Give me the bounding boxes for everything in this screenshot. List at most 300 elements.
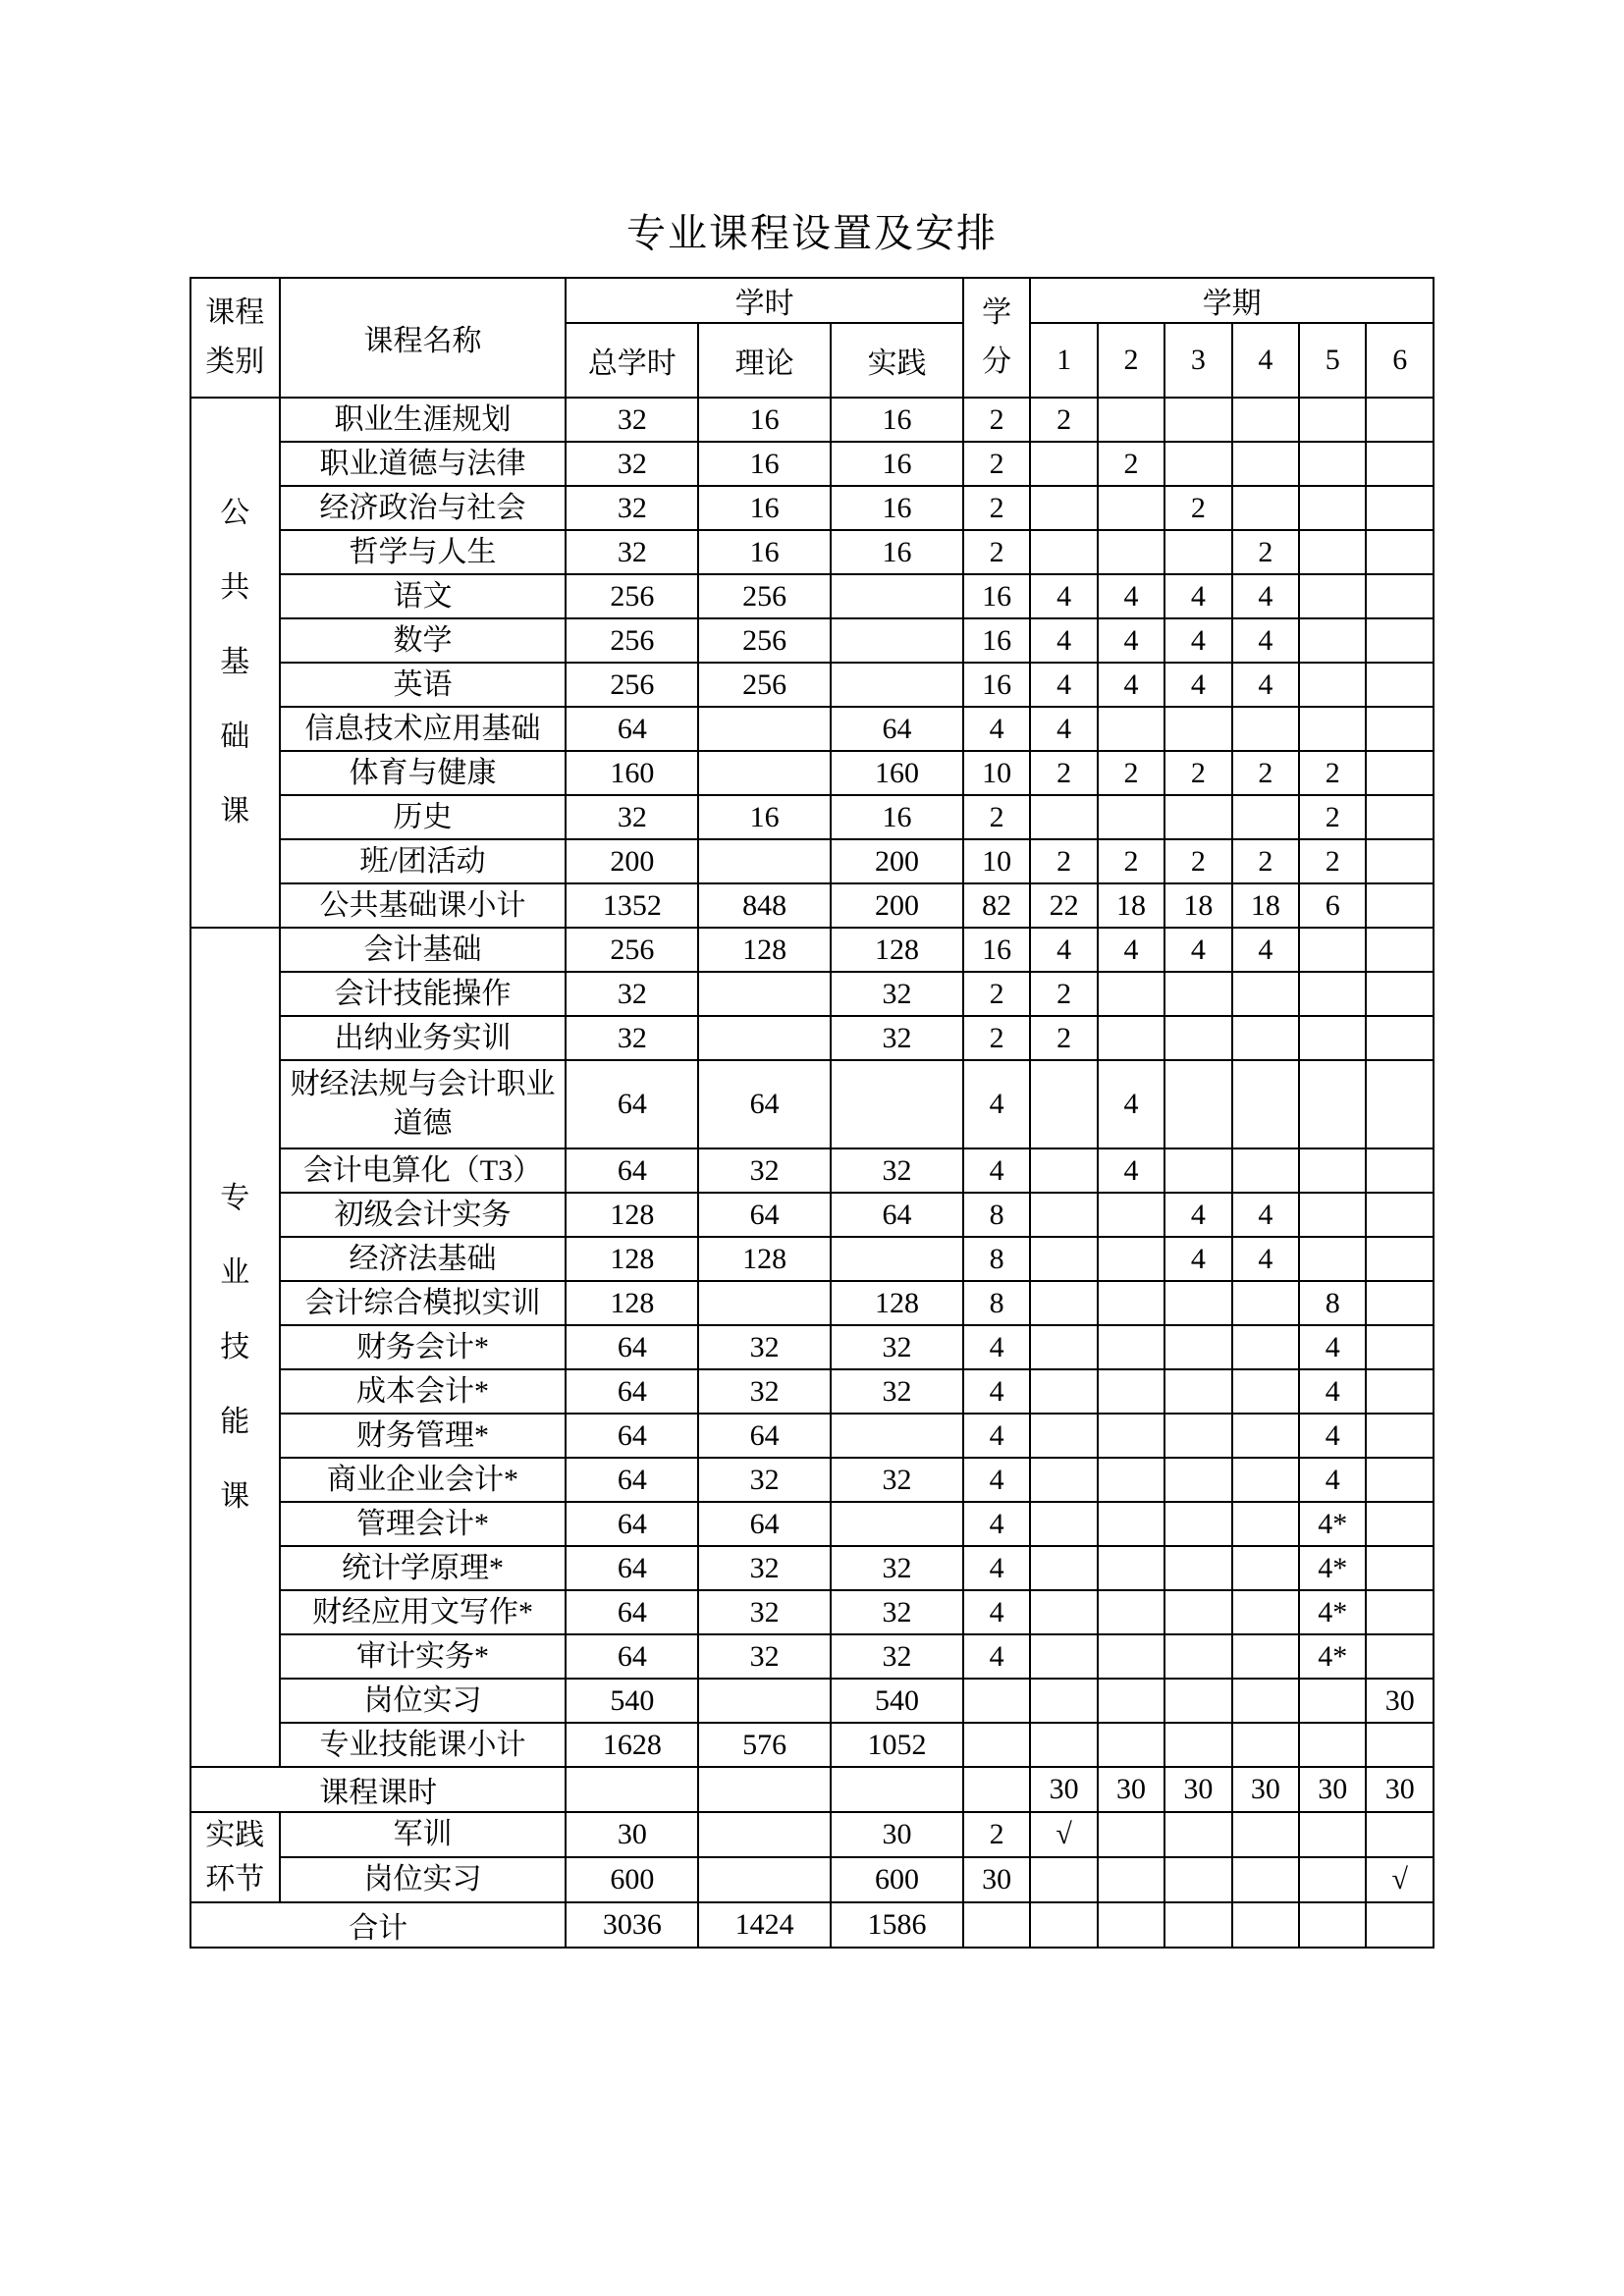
theory-hours-cell: 16 [698,442,831,486]
table-row [190,1414,1434,1458]
semester-6-cell [1366,1148,1434,1193]
semester-4-cell [1232,1148,1299,1193]
semester-2-cell [1098,1458,1164,1502]
credits-cell: 2 [963,972,1030,1016]
total-hours-cell: 32 [566,972,698,1016]
semester-4-cell: 2 [1232,530,1299,574]
semester-1-cell [1030,486,1097,530]
semester-2-cell [1098,1634,1164,1679]
table-row [190,707,1434,751]
theory-hours-cell [698,1767,831,1812]
semester-3-cell [1164,1546,1231,1590]
course-name-cell: 哲学与人生 [280,530,567,574]
semester-4-cell: 30 [1232,1767,1299,1812]
semester-5-cell: 4* [1299,1546,1366,1590]
semester-2-cell [1098,1902,1164,1948]
total-hours-cell: 128 [566,1193,698,1237]
semester-2-cell [1098,1325,1164,1369]
semester-3-cell [1164,1812,1231,1857]
credits-cell: 4 [963,1546,1030,1590]
section-category-label: 专业技能课 [220,1181,250,1513]
semester-4-cell: 4 [1232,618,1299,663]
theory-hours-cell: 1424 [698,1902,831,1948]
theory-hours-cell: 32 [698,1148,831,1193]
course-name-cell: 职业生涯规划 [280,398,567,442]
course-name-cell: 出纳业务实训 [280,1016,567,1060]
credits-cell [963,1679,1030,1723]
semester-5-cell: 4* [1299,1502,1366,1546]
semester-4-cell: 18 [1232,883,1299,928]
table-row [190,486,1434,530]
semester-6-cell [1366,1369,1434,1414]
semester-5-cell: 4 [1299,1458,1366,1502]
total-hours-cell: 600 [566,1857,698,1902]
semester-4-cell [1232,1325,1299,1369]
course-name-cell: 会计技能操作 [280,972,567,1016]
semester-1-cell [1030,1237,1097,1281]
semester-6-cell [1366,574,1434,618]
course-name-cell: 商业企业会计* [280,1458,567,1502]
theory-hours-cell [698,839,831,883]
semester-4-cell [1232,1634,1299,1679]
course-name-cell: 审计实务* [280,1634,567,1679]
table-row [190,663,1434,707]
header-credits-label: 学分 [982,296,1012,378]
practice-hours-cell: 128 [831,928,963,972]
total-hours-cell: 64 [566,1634,698,1679]
header-semester-6-cell: 6 [1366,323,1434,398]
theory-hours-cell: 16 [698,530,831,574]
semester-5-cell: 2 [1299,839,1366,883]
course-name-cell: 数学 [280,618,567,663]
semester-4-cell [1232,398,1299,442]
semester-2-cell: 4 [1098,1148,1164,1193]
semester-2-cell [1098,707,1164,751]
course-hours-label-cell: 课程课时 [190,1767,566,1812]
semester-2-cell [1098,1502,1164,1546]
practice-section-label: 实践环节 [205,1819,265,1896]
semester-1-cell [1030,530,1097,574]
total-hours-cell: 32 [566,795,698,839]
semester-5-cell [1299,1723,1366,1767]
table-row [190,1546,1434,1590]
semester-1-cell [1030,1325,1097,1369]
theory-hours-cell: 64 [698,1414,831,1458]
course-name-cell: 班/团活动 [280,839,567,883]
semester-4-cell [1232,1281,1299,1325]
semester-1-cell [1030,1148,1097,1193]
table-row [190,1148,1434,1193]
theory-hours-cell: 16 [698,398,831,442]
semester-1-cell: 2 [1030,398,1097,442]
course-name-cell: 管理会计* [280,1502,567,1546]
credits-cell: 2 [963,530,1030,574]
total-hours-cell: 64 [566,1325,698,1369]
semester-3-cell: 2 [1164,751,1231,795]
semester-2-cell [1098,1679,1164,1723]
semester-5-cell [1299,442,1366,486]
semester-4-cell [1232,1723,1299,1767]
semester-5-cell [1299,1812,1366,1857]
practice-hours-cell: 540 [831,1679,963,1723]
semester-1-cell [1030,1634,1097,1679]
semester-2-cell [1098,1857,1164,1902]
credits-cell: 4 [963,1148,1030,1193]
semester-5-cell [1299,928,1366,972]
semester-2-cell: 4 [1098,574,1164,618]
practice-hours-cell [831,574,963,618]
theory-hours-cell: 64 [698,1060,831,1148]
semester-6-cell [1366,928,1434,972]
header-category-cell [190,278,280,398]
theory-hours-cell [698,751,831,795]
theory-hours-cell: 256 [698,574,831,618]
table-row [190,1237,1434,1281]
practice-hours-cell: 1052 [831,1723,963,1767]
practice-hours-cell: 16 [831,486,963,530]
semester-1-cell: 22 [1030,883,1097,928]
semester-2-cell: 2 [1098,839,1164,883]
semester-3-cell [1164,530,1231,574]
credits-cell: 2 [963,486,1030,530]
total-hours-cell: 3036 [566,1902,698,1948]
semester-5-cell: 30 [1299,1767,1366,1812]
table-row [190,1193,1434,1237]
practice-hours-cell [831,618,963,663]
total-hours-cell: 256 [566,663,698,707]
theory-hours-cell [698,707,831,751]
section-category-cell [190,928,280,1767]
total-hours-cell: 32 [566,530,698,574]
practice-hours-cell: 128 [831,1281,963,1325]
semester-4-cell [1232,1458,1299,1502]
semester-2-cell [1098,1369,1164,1414]
semester-2-cell [1098,1414,1164,1458]
total-hours-cell: 64 [566,1148,698,1193]
header-course-name-cell: 课程名称 [280,278,567,398]
credits-cell: 30 [963,1857,1030,1902]
semester-1-cell: 4 [1030,663,1097,707]
semester-2-cell [1098,795,1164,839]
total-hours-cell: 32 [566,398,698,442]
course-name-cell: 岗位实习 [280,1679,567,1723]
total-hours-cell: 128 [566,1237,698,1281]
semester-6-cell [1366,1458,1434,1502]
total-hours-cell: 64 [566,1546,698,1590]
semester-4-cell: 4 [1232,663,1299,707]
semester-3-cell [1164,1148,1231,1193]
semester-2-cell [1098,398,1164,442]
header-semester-4-cell: 4 [1232,323,1299,398]
semester-4-cell [1232,1546,1299,1590]
semester-2-cell [1098,1723,1164,1767]
semester-5-cell [1299,1237,1366,1281]
table-row [190,795,1434,839]
semester-6-cell [1366,486,1434,530]
semester-1-cell: 2 [1030,1016,1097,1060]
course-name-cell: 会计综合模拟实训 [280,1281,567,1325]
header-semester-2-cell: 2 [1098,323,1164,398]
credits-cell: 4 [963,1634,1030,1679]
total-hours-cell: 1628 [566,1723,698,1767]
semester-4-cell: 4 [1232,1193,1299,1237]
semester-2-cell: 4 [1098,663,1164,707]
semester-3-cell: 2 [1164,486,1231,530]
semester-6-cell: 30 [1366,1679,1434,1723]
semester-4-cell [1232,707,1299,751]
semester-3-cell [1164,1902,1231,1948]
credits-cell: 10 [963,751,1030,795]
table-row [190,574,1434,618]
semester-6-cell [1366,1060,1434,1148]
semester-3-cell [1164,1458,1231,1502]
semester-2-cell [1098,1546,1164,1590]
header-semester-group-cell: 学期 [1030,278,1434,323]
semester-2-cell: 4 [1098,1060,1164,1148]
semester-6-cell [1366,751,1434,795]
table-row [190,1679,1434,1723]
semester-4-cell [1232,795,1299,839]
course-name-cell: 英语 [280,663,567,707]
semester-5-cell [1299,486,1366,530]
total-hours-cell: 64 [566,1414,698,1458]
semester-3-cell [1164,707,1231,751]
practice-hours-cell: 16 [831,398,963,442]
course-name-cell: 财务管理* [280,1414,567,1458]
semester-6-cell [1366,1325,1434,1369]
semester-5-cell [1299,1016,1366,1060]
semester-6-cell [1366,839,1434,883]
semester-5-cell: 2 [1299,751,1366,795]
semester-6-cell: 30 [1366,1767,1434,1812]
semester-2-cell [1098,486,1164,530]
course-name-cell: 军训 [280,1812,567,1857]
semester-3-cell [1164,1369,1231,1414]
semester-3-cell [1164,1060,1231,1148]
semester-4-cell [1232,1502,1299,1546]
theory-hours-cell: 32 [698,1590,831,1634]
semester-5-cell [1299,1060,1366,1148]
section-category-cell [190,398,280,928]
header-theory-cell: 理论 [698,323,831,398]
semester-1-cell [1030,1902,1097,1948]
semester-3-cell [1164,1590,1231,1634]
semester-6-cell [1366,1281,1434,1325]
practice-hours-cell: 32 [831,1148,963,1193]
credits-cell: 4 [963,1502,1030,1546]
semester-2-cell: 2 [1098,751,1164,795]
course-name-cell: 语文 [280,574,567,618]
semester-4-cell [1232,1060,1299,1148]
semester-6-cell [1366,618,1434,663]
credits-cell: 4 [963,1369,1030,1414]
practice-hours-cell [831,1060,963,1148]
semester-6-cell [1366,530,1434,574]
credits-cell: 16 [963,618,1030,663]
credits-cell: 4 [963,707,1030,751]
practice-hours-cell: 16 [831,530,963,574]
semester-6-cell [1366,1502,1434,1546]
table-row [190,618,1434,663]
semester-1-cell [1030,1060,1097,1148]
total-hours-cell: 1352 [566,883,698,928]
theory-hours-cell: 64 [698,1502,831,1546]
semester-4-cell [1232,1902,1299,1948]
theory-hours-cell: 32 [698,1369,831,1414]
semester-1-cell [1030,795,1097,839]
practice-section-category-cell [190,1812,280,1902]
credits-cell: 16 [963,574,1030,618]
course-name-cell: 体育与健康 [280,751,567,795]
semester-4-cell [1232,1857,1299,1902]
semester-5-cell: 4 [1299,1414,1366,1458]
semester-3-cell: 4 [1164,1193,1231,1237]
semester-5-cell: 4 [1299,1369,1366,1414]
semester-1-cell: 4 [1030,707,1097,751]
table-row [190,1812,1434,1857]
semester-6-cell [1366,1590,1434,1634]
course-name-cell: 经济政治与社会 [280,486,567,530]
course-name-cell: 职业道德与法律 [280,442,567,486]
practice-hours-cell: 64 [831,707,963,751]
practice-hours-cell: 32 [831,1590,963,1634]
practice-hours-cell [831,1237,963,1281]
header-hours-group-cell: 学时 [566,278,963,323]
semester-4-cell [1232,1812,1299,1857]
credits-cell: 8 [963,1237,1030,1281]
semester-5-cell: 6 [1299,883,1366,928]
practice-hours-cell: 160 [831,751,963,795]
semester-4-cell [1232,1016,1299,1060]
course-name-cell: 财务会计* [280,1325,567,1369]
header-practice-cell: 实践 [831,323,963,398]
grand-total-row [190,1902,1434,1948]
semester-6-cell [1366,795,1434,839]
semester-5-cell [1299,1193,1366,1237]
semester-5-cell [1299,972,1366,1016]
total-hours-cell: 30 [566,1812,698,1857]
section-category-label: 公共基础课 [220,497,250,828]
credits-cell: 8 [963,1281,1030,1325]
course-name-cell: 岗位实习 [280,1857,567,1902]
header-semester-1-cell: 1 [1030,323,1097,398]
total-hours-cell: 32 [566,1016,698,1060]
semester-5-cell [1299,398,1366,442]
table-row [190,1458,1434,1502]
semester-6-cell [1366,1237,1434,1281]
semester-3-cell [1164,795,1231,839]
semester-3-cell [1164,972,1231,1016]
practice-hours-cell: 32 [831,1458,963,1502]
theory-hours-cell: 32 [698,1634,831,1679]
semester-6-cell [1366,663,1434,707]
semester-6-cell [1366,1634,1434,1679]
total-hours-cell: 256 [566,618,698,663]
semester-2-cell [1098,1812,1164,1857]
semester-5-cell [1299,618,1366,663]
semester-1-cell: √ [1030,1812,1097,1857]
semester-6-cell [1366,1902,1434,1948]
semester-3-cell [1164,1016,1231,1060]
semester-1-cell [1030,1281,1097,1325]
semester-1-cell: 4 [1030,574,1097,618]
semester-5-cell: 4* [1299,1634,1366,1679]
semester-4-cell: 2 [1232,751,1299,795]
theory-hours-cell: 128 [698,928,831,972]
total-hours-cell: 32 [566,486,698,530]
semester-6-cell [1366,883,1434,928]
table-row [190,839,1434,883]
course-hours-row [190,1767,1434,1812]
semester-2-cell [1098,1016,1164,1060]
semester-6-cell [1366,1414,1434,1458]
semester-6-cell [1366,1812,1434,1857]
semester-1-cell [1030,1414,1097,1458]
practice-hours-cell: 32 [831,1546,963,1590]
semester-1-cell [1030,1723,1097,1767]
semester-1-cell [1030,442,1097,486]
course-name-cell: 专业技能课小计 [280,1723,567,1767]
practice-hours-cell: 32 [831,1016,963,1060]
theory-hours-cell [698,1016,831,1060]
table-row [190,928,1434,972]
semester-3-cell [1164,1502,1231,1546]
semester-3-cell: 18 [1164,883,1231,928]
semester-4-cell [1232,1369,1299,1414]
semester-1-cell: 4 [1030,618,1097,663]
credits-cell: 4 [963,1325,1030,1369]
table-row [190,398,1434,442]
semester-4-cell: 4 [1232,1237,1299,1281]
semester-5-cell [1299,574,1366,618]
theory-hours-cell: 32 [698,1325,831,1369]
credits-cell [963,1723,1030,1767]
credits-cell: 16 [963,663,1030,707]
semester-6-cell: √ [1366,1857,1434,1902]
practice-hours-cell: 16 [831,795,963,839]
course-name-cell: 信息技术应用基础 [280,707,567,751]
header-semester-5-cell: 5 [1299,323,1366,398]
semester-5-cell [1299,707,1366,751]
semester-1-cell [1030,1193,1097,1237]
semester-3-cell [1164,1857,1231,1902]
table-row [190,1060,1434,1148]
semester-3-cell: 4 [1164,928,1231,972]
semester-5-cell [1299,530,1366,574]
semester-2-cell: 18 [1098,883,1164,928]
semester-2-cell [1098,1237,1164,1281]
total-hours-cell: 128 [566,1281,698,1325]
credits-cell: 2 [963,795,1030,839]
total-hours-cell: 64 [566,1590,698,1634]
credits-cell: 4 [963,1458,1030,1502]
semester-6-cell [1366,707,1434,751]
total-hours-cell [566,1767,698,1812]
semester-2-cell [1098,1281,1164,1325]
table-row [190,1281,1434,1325]
semester-1-cell: 30 [1030,1767,1097,1812]
semester-3-cell: 4 [1164,574,1231,618]
theory-hours-cell: 64 [698,1193,831,1237]
semester-6-cell [1366,1546,1434,1590]
semester-3-cell: 4 [1164,663,1231,707]
practice-hours-cell: 200 [831,883,963,928]
practice-hours-cell: 16 [831,442,963,486]
semester-1-cell [1030,1369,1097,1414]
semester-4-cell: 2 [1232,839,1299,883]
semester-1-cell [1030,1502,1097,1546]
semester-3-cell: 2 [1164,839,1231,883]
